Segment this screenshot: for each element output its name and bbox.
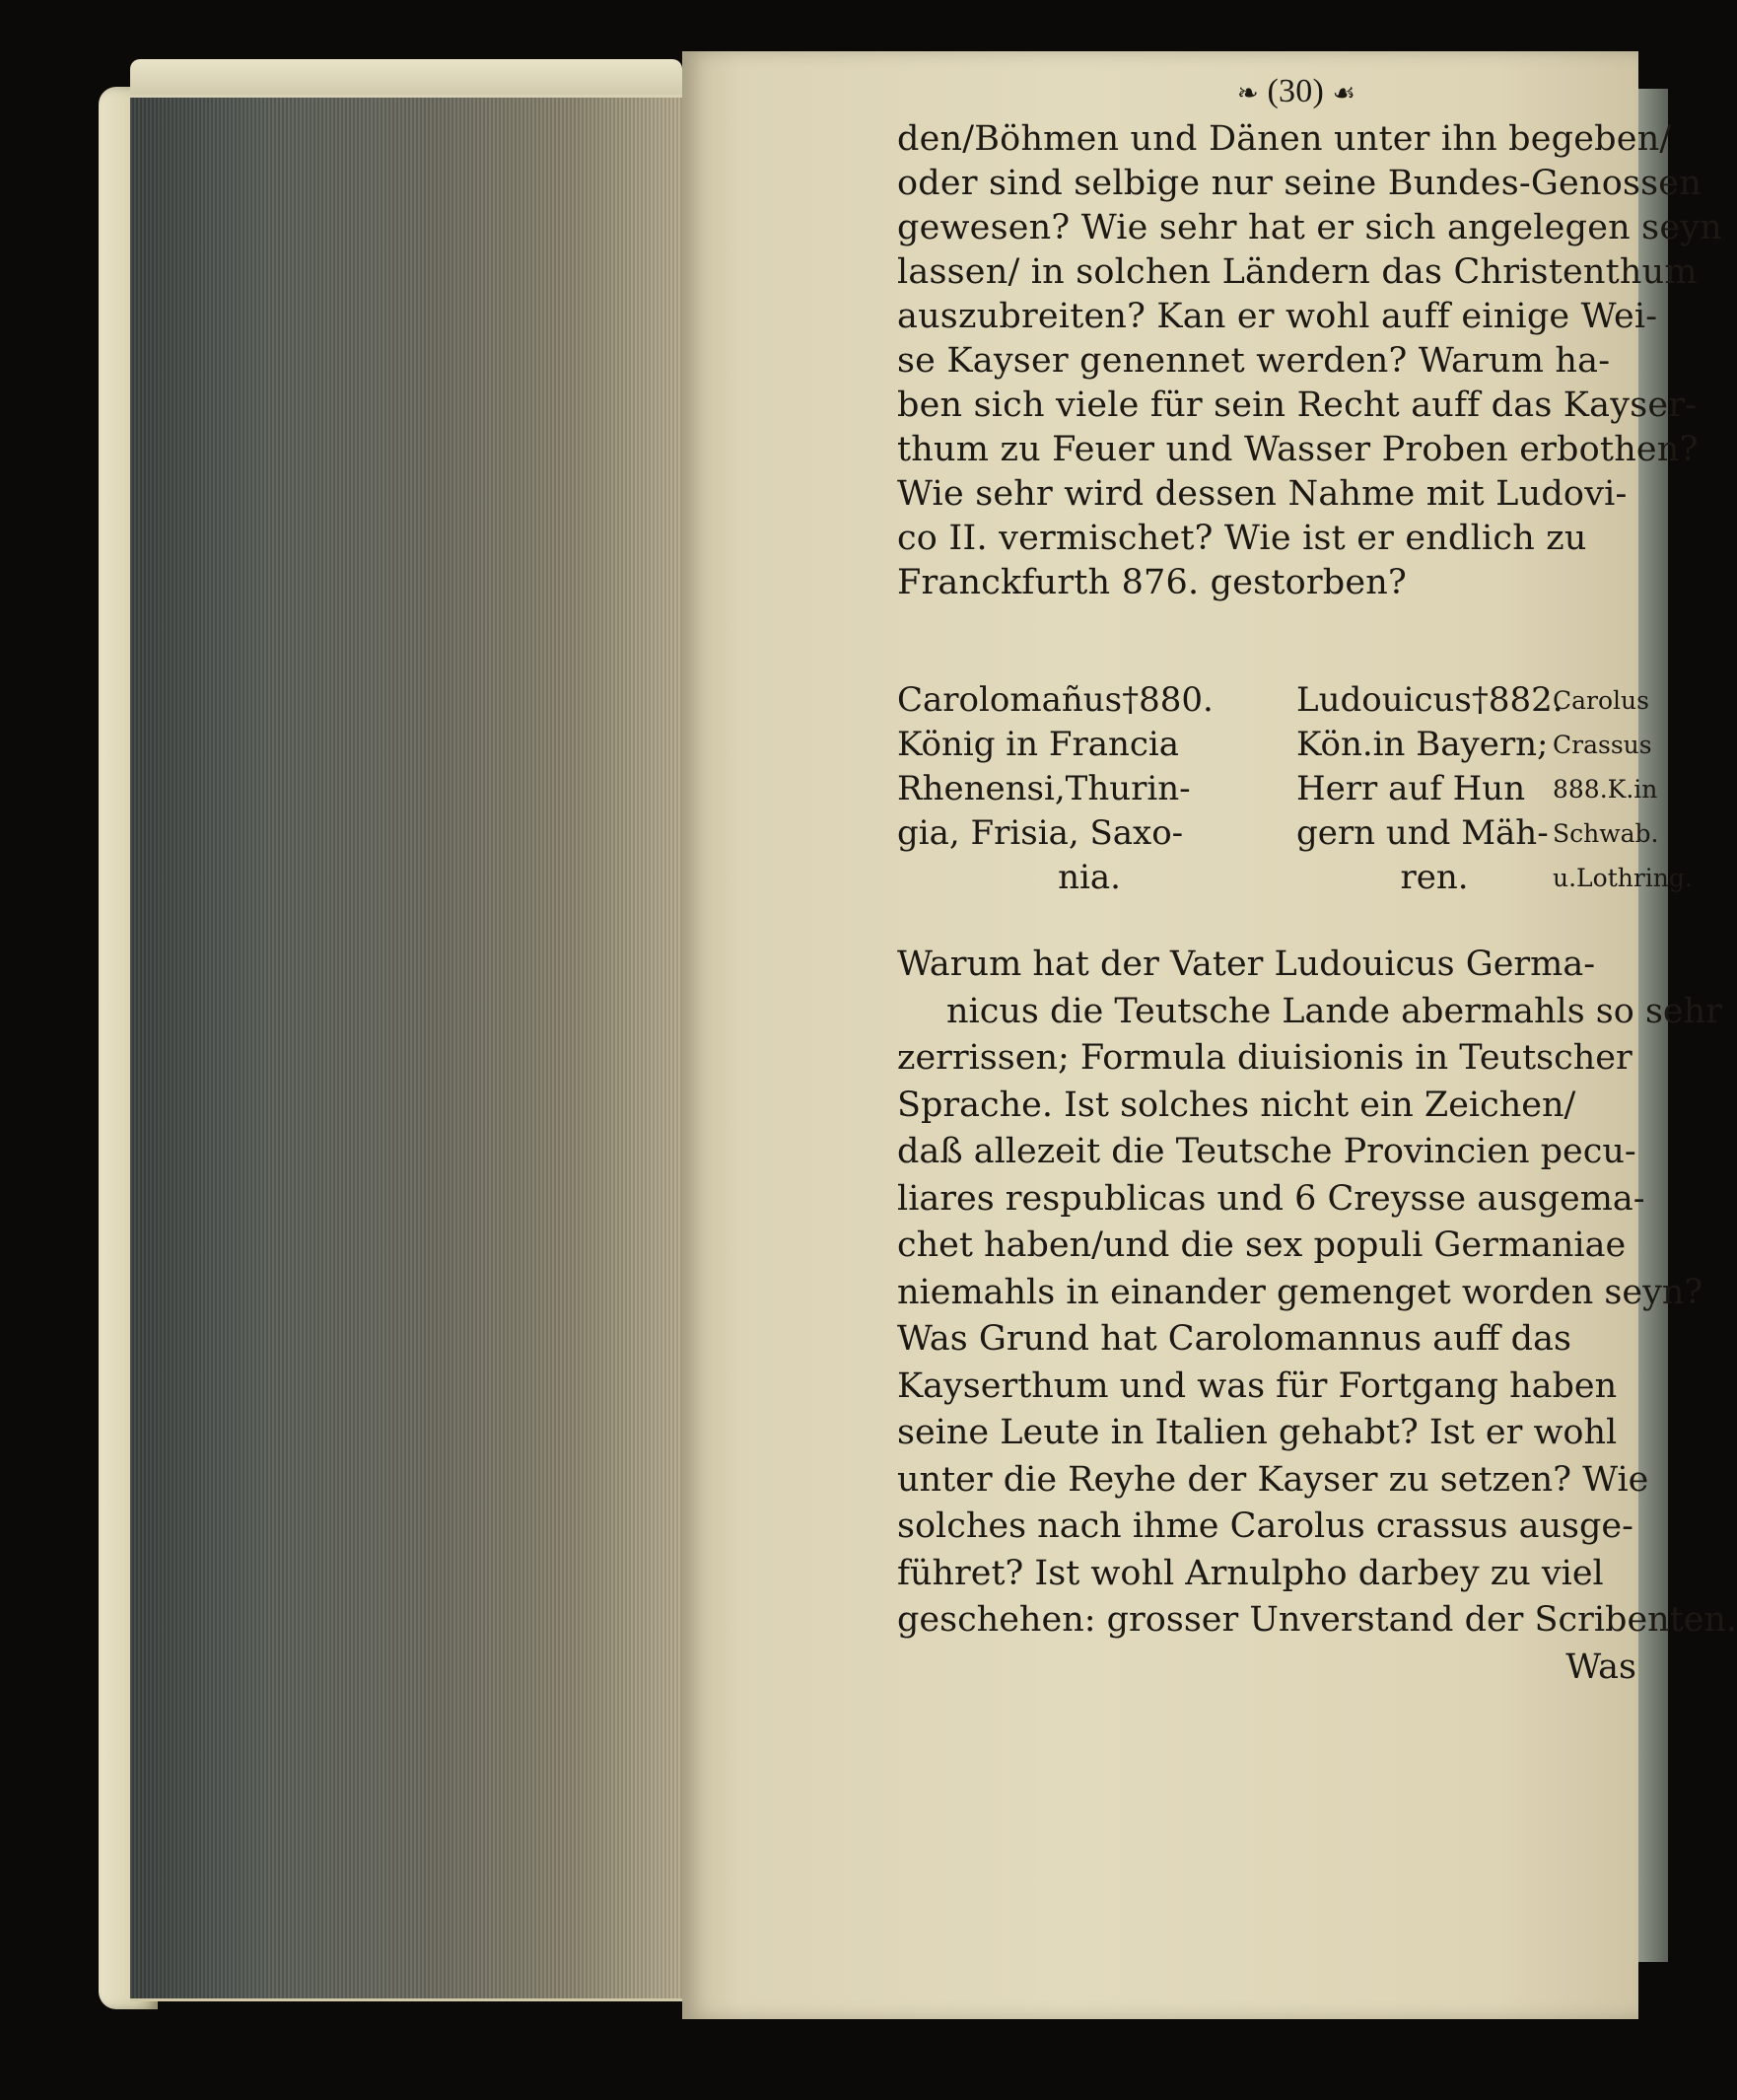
text-line: thum zu Feuer und Wasser Proben erbothen? <box>897 430 1699 469</box>
text-line: zerrissen; Formula diuisionis in Teutscher <box>897 1038 1633 1078</box>
text-line: den/Böhmen und Dänen unter ihn begeben/ <box>897 119 1672 159</box>
page-edges-block <box>130 95 682 2001</box>
text-line: seine Leute in Italien gehabt? Ist er wohl <box>897 1413 1618 1452</box>
text-line: Wie sehr wird dessen Nahme mit Ludovi- <box>897 474 1628 514</box>
text-line: oder sind selbige nur seine Bundes-Genossen <box>897 164 1702 203</box>
page-edges-top <box>130 59 682 99</box>
catchword: Was <box>1565 1646 1636 1687</box>
table-cell: Schwab. <box>1553 819 1659 848</box>
text-line: solches nach ihme Carolus crassus ausge- <box>897 1506 1633 1546</box>
table-cell: 888.K.in <box>1553 775 1658 804</box>
table-cell: Crassus <box>1553 731 1652 759</box>
page-text-top <box>897 69 1722 605</box>
text-line: Sprache. Ist solches nicht ein Zeichen/ <box>897 1085 1576 1125</box>
table-cell: Kön.in Bayern; <box>1296 725 1549 764</box>
text-line: führet? Ist wohl Arnulpho darbey zu viel <box>897 1553 1604 1593</box>
text-line: Warum hat der Vater Ludouicus Germa- <box>897 945 1596 984</box>
text-line: Was Grund hat Carolomannus auff das <box>897 1319 1571 1359</box>
text-line: geschehen: grosser Unverstand der Scribenten. <box>897 1600 1737 1640</box>
text-line: auszubreiten? Kan er wohl auff einige Wei- <box>897 297 1658 336</box>
text-line: ben sich viele für sein Recht auff das Kayser- <box>897 385 1698 425</box>
table-cell: gern und Mäh- <box>1296 813 1549 853</box>
table-cell: König in Francia <box>897 725 1180 764</box>
page-text-bottom <box>897 942 1737 1691</box>
table-cell: Carolomañus†880. <box>897 680 1214 720</box>
text-line: liares respublicas und 6 Creysse ausgema- <box>897 1178 1645 1219</box>
table-cell: Herr auf Hun <box>1296 769 1526 808</box>
table-cell: gia, Frisia, Saxo- <box>897 813 1184 853</box>
table-cell: Ludouicus†882. <box>1296 680 1563 720</box>
ornament-right: ☙ <box>1332 79 1356 107</box>
table-cell: u.Lothring. <box>1553 864 1693 892</box>
text-line: co II. vermischet? Wie ist er endlich zu <box>897 519 1587 558</box>
page-header <box>897 69 1656 115</box>
ornament-left: ❧ <box>1236 79 1259 107</box>
table-cell: Rhenensi,Thurin- <box>897 769 1191 808</box>
text-line: unter die Reyhe der Kayser zu setzen? Wie <box>897 1459 1649 1500</box>
text-line: chet haben/und die sex populi Germaniae <box>897 1225 1627 1265</box>
text-line: daß allezeit die Teutsche Provincien pecu- <box>897 1132 1636 1171</box>
table-cell: ren. <box>1400 858 1469 897</box>
text-line: Kayserthum und was für Fortgang haben <box>897 1365 1618 1406</box>
text-line: nicus die Teutsche Lande abermahls so sehr <box>946 991 1722 1031</box>
table-column-ludouicus <box>1296 678 1572 900</box>
text-line: gewesen? Wie sehr hat er sich angelegen seyn <box>897 208 1722 247</box>
text-line: se Kayser genennet werden? Warum ha- <box>897 341 1611 381</box>
text-line: niemahls in einander gemenget worden seyn? <box>897 1272 1703 1312</box>
table-column-carolomannus <box>897 678 1282 900</box>
table-column-carolus <box>1553 678 1710 900</box>
text-line: lassen/ in solchen Ländern das Christenthum <box>897 252 1698 292</box>
page-number: (30) <box>1267 73 1324 109</box>
text-line: Franckfurth 876. gestorben? <box>897 563 1408 602</box>
table-cell: nia. <box>1058 858 1121 897</box>
table-cell: Carolus <box>1553 686 1649 715</box>
